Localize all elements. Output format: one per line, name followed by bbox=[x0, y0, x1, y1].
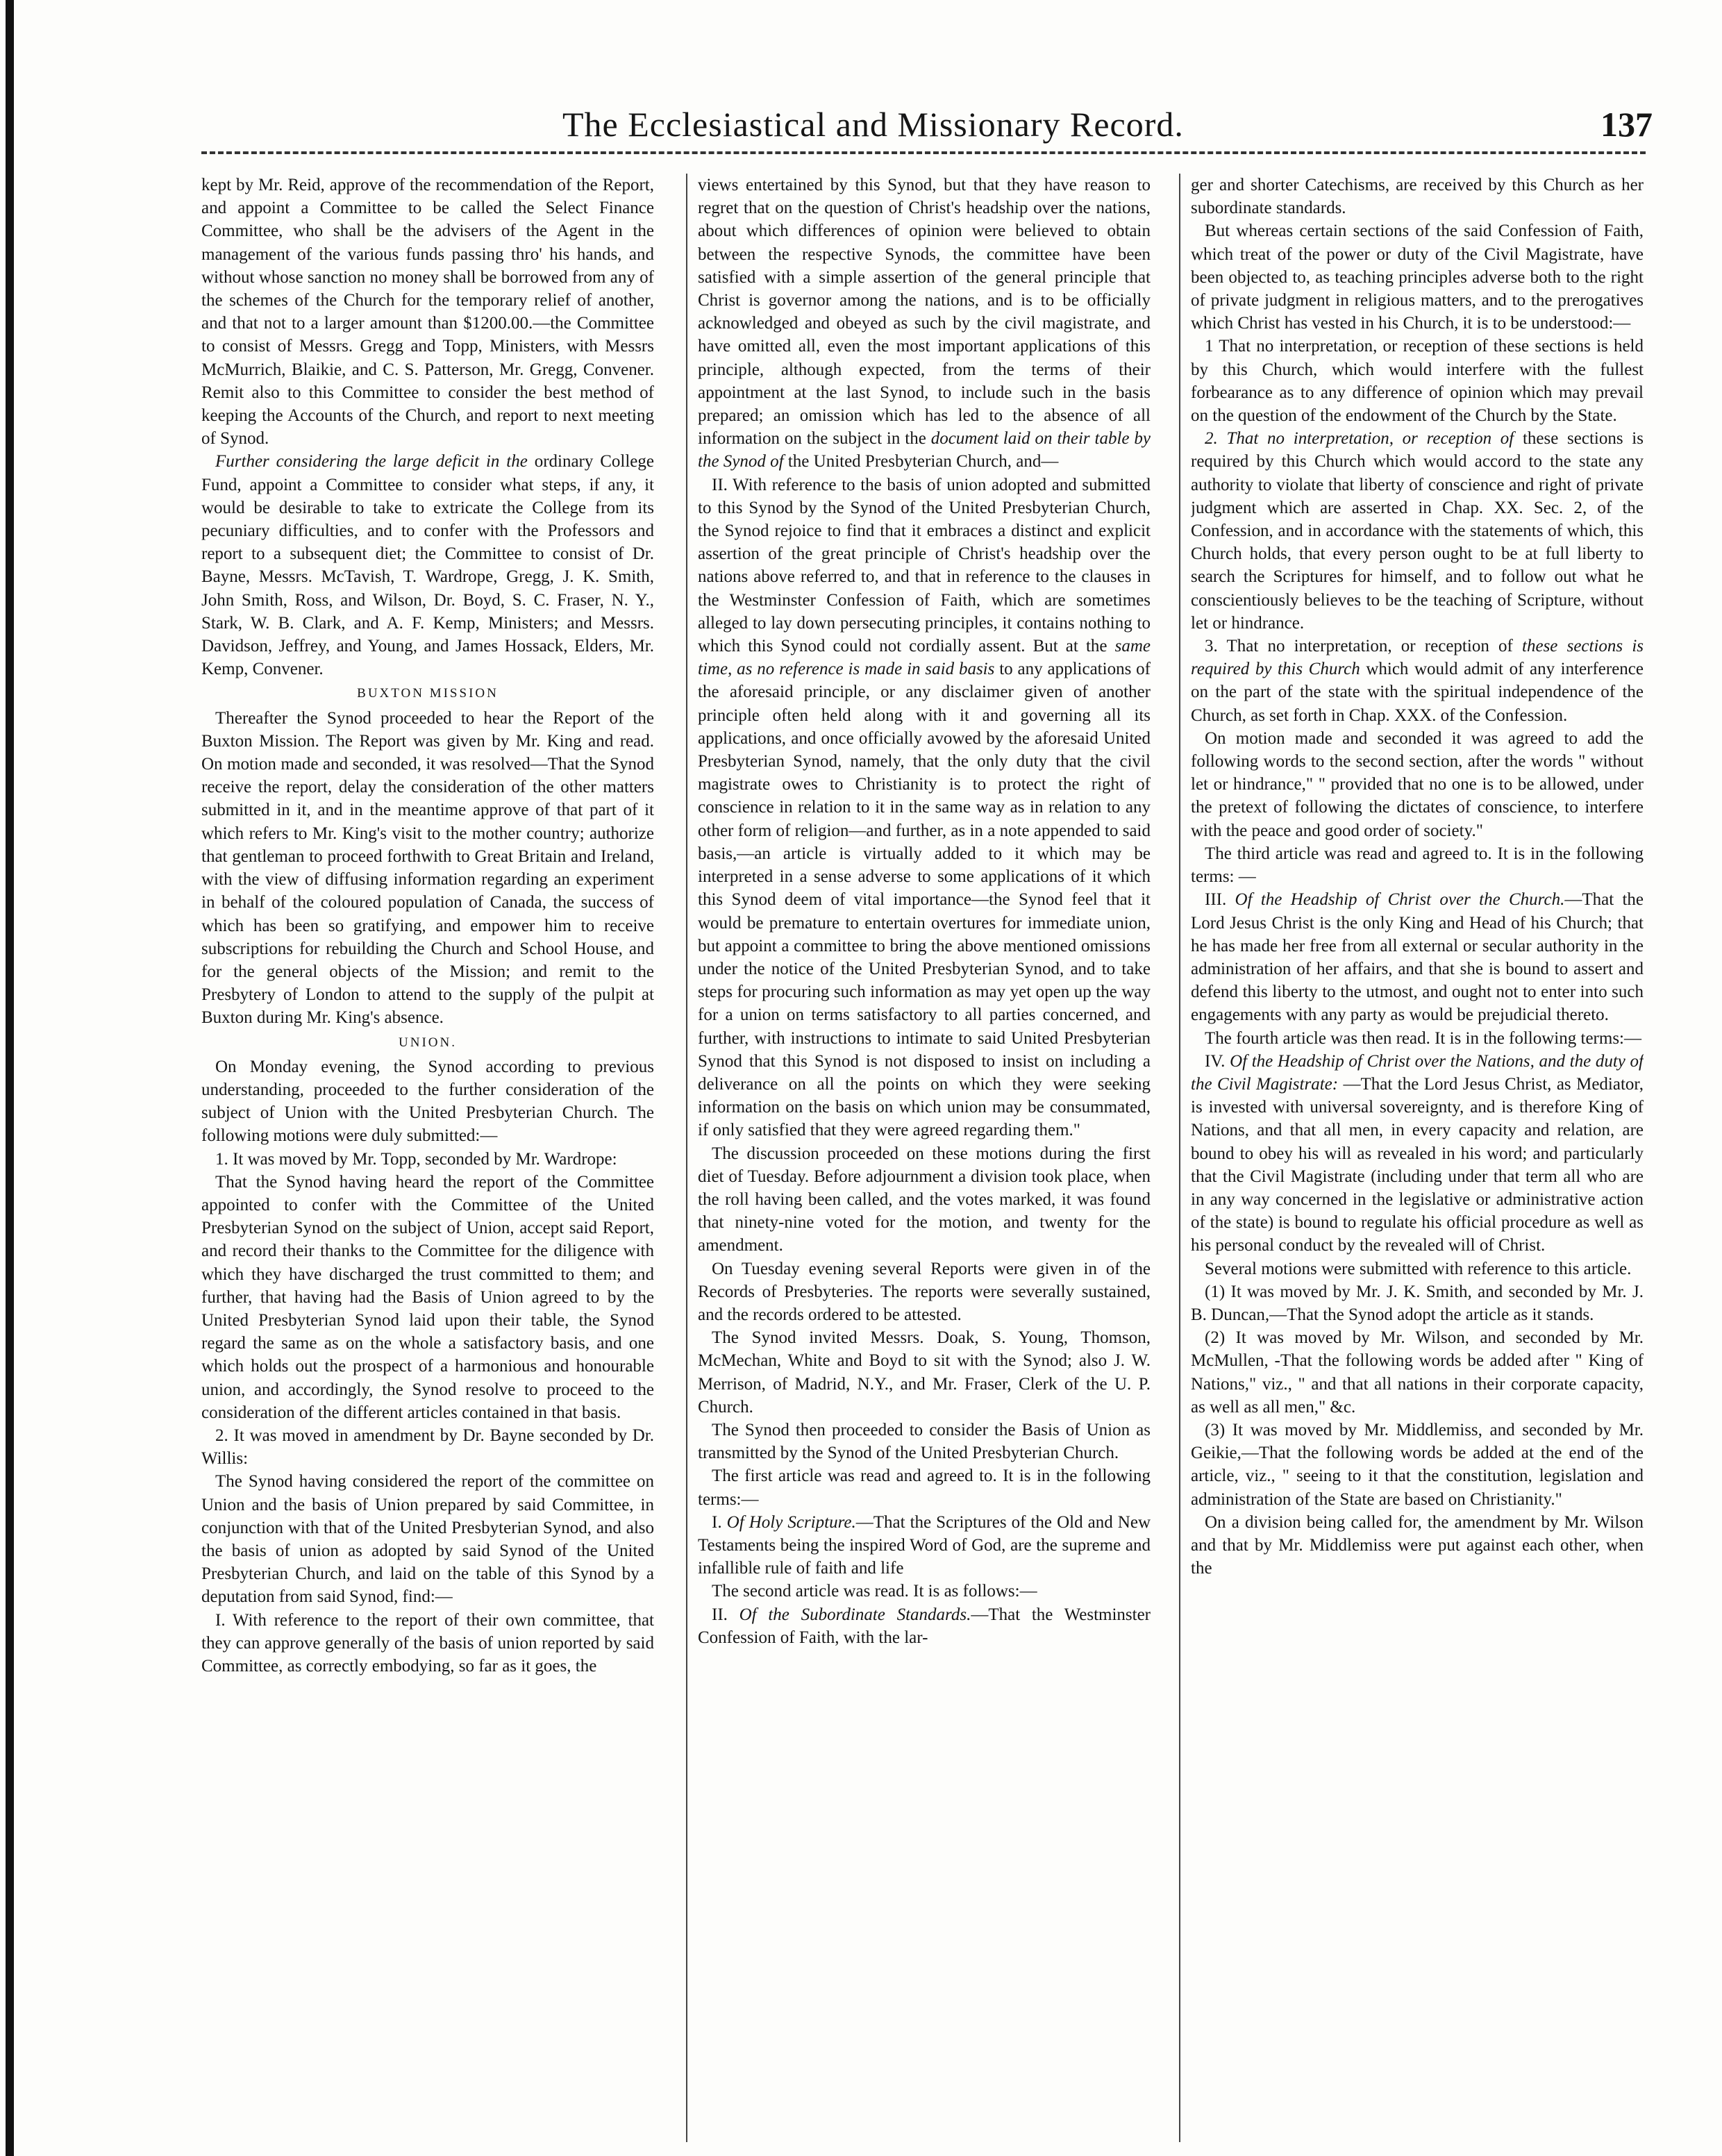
italic-text: Further considering the large deficit in the bbox=[215, 452, 528, 471]
paragraph: The Synod then proceeded to consider the Basis of Union as transmitted by the Synod of the United Presbyterian Church. bbox=[698, 1420, 1151, 1463]
italic-text: Of the Headship of Christ over the Church. bbox=[1235, 890, 1565, 910]
paragraph: ger and shorter Catechisms, are received by this Church as her subordinate standards. bbox=[1191, 176, 1644, 218]
paragraph bbox=[698, 174, 1151, 474]
paragraph bbox=[698, 1511, 1151, 1580]
text: 3. That no interpretation, or reception of bbox=[1205, 637, 1523, 656]
italic-text: Of Holy Scripture. bbox=[726, 1512, 856, 1532]
paragraph: Several motions were submitted with reference to this article. bbox=[1205, 1259, 1632, 1278]
paragraph: The second article was read. It is as follows:— bbox=[712, 1582, 1037, 1601]
paragraph: 1. It was moved by Mr. Topp, seconded by Mr. Wardrope: bbox=[215, 1149, 617, 1169]
header-rule bbox=[201, 151, 1646, 154]
text: IV. bbox=[1205, 1051, 1230, 1071]
text: which would admit of any interference on the part of the state with the spiritual independence of the Church, as set forth in Chap. XXX. of the Confession. bbox=[1191, 660, 1644, 725]
text: I. bbox=[712, 1512, 727, 1532]
paragraph bbox=[1191, 1050, 1644, 1257]
text: to any applications of the aforesaid principle, or any disclaimer given of another principle often held along with it and governing all its applications, and once officially avowed by the aforesaid United Presbyterian Synod, namely, that the only duty that the civil magistrate owes to Christianity is to protect the right of conscience in relation to it in the same way as in relation to any other form of religion—and further, as in a note appended to said basis,—an article is virtually added to it which may be interpreted in a sense adverse to some applications of it which this Synod deem of vital importance—the Synod feel that it would be premature to entertain overtures for immediate union, but appoint a committee to bring the above mentioned omissions under the notice of the United Presbyterian Synod, and to take steps for procuring such information as may yet open up the way for a union on terms satisfactory to all parties concerned, and further, with instructions to intimate to said United Presbyterian Synod that this Synod is not disposed to insist on including a deliverance on all the points on which they were seeking information on the basis on which union may be consummated, if only satisfied that they were agreed regarding them." bbox=[698, 660, 1151, 1140]
paragraph: (3) It was moved by Mr. Middlemiss, and seconded by Mr. Geikie,—That the following words be added at the end of the article, viz., " seeing to it that the constitution, legislation and administration of the State are based on Christianity." bbox=[1191, 1420, 1644, 1509]
paragraph: The Synod having considered the report of the committee on Union and the basis of Union prepared by said Committee, in conjunction with that of the United Presbyterian Synod, and also the basis of union as adopted by said Synod of the United Presbyterian Church, and laid on the table of this Synod by a deputation from said Synod, find:— bbox=[201, 1472, 654, 1607]
paragraph bbox=[1191, 427, 1644, 635]
paragraph: (1) It was moved by Mr. J. K. Smith, and seconded by Mr. J. B. Duncan,—That the Synod adopt the article as it stands. bbox=[1191, 1282, 1644, 1324]
paragraph: On Tuesday evening several Reports were given in of the Records of Presbyteries. The reports were severally sustained, and the records ordered to be attested. bbox=[698, 1259, 1151, 1324]
paragraph bbox=[201, 450, 654, 680]
paragraph: (2) It was moved by Mr. Wilson, and seconded by Mr. McMullen, -That the following words be added after " King of Nations," viz., " and that all nations in their corporate capacity, as well as all men," &c. bbox=[1191, 1328, 1644, 1417]
italic-text: document laid on their table by the Synod of bbox=[698, 429, 1151, 471]
paragraph: 1 That no interpretation, or reception of these sections is held by this Church, which would interfere with the fullest forbearance as to any difference of opinion which may prevail on the question of the endowment of the Church by the State. bbox=[1191, 337, 1644, 426]
section-heading-union: UNION. bbox=[399, 1035, 457, 1050]
column-3 bbox=[1191, 174, 1644, 2142]
column-divider bbox=[1179, 174, 1180, 2142]
text: —That the Westminster Confession of Faith, with the lar- bbox=[698, 1605, 1151, 1647]
text: ordinary College Fund, appoint a Committee to consider what steps, if any, it would be desirable to take to extricate the College from its pecuniary difficulties, and to confer with the Professors and report to a subsequent diet; the Committee to consist of Dr. Bayne, Messrs. McTavish, T. Wardrope, Gregg, J. K. Smith, John Smith, Ross, and Wilson, Dr. Boyd, S. C. Fraser, N. Y., Stark, W. B. Clark, and A. F. Kemp, Ministers; and Messrs. Davidson, Jeffrey, and Young, and James Hossack, Elders, Mr. Kemp, Convener. bbox=[201, 452, 654, 679]
paragraph bbox=[698, 1603, 1151, 1649]
paragraph: On Monday evening, the Synod according to previous understanding, proceeded to the further consideration of the subject of Union with the United Presbyterian Church. The following motions were duly submitted:— bbox=[201, 1057, 654, 1146]
paragraph: The third article was read and agreed to. It is in the following terms: — bbox=[1191, 844, 1644, 887]
text: —That the Lord Jesus Christ is the only King and Head of his Church; that he has made her free from all external or secular authority in the administration of her affairs, and that she is bound to assert and defend this liberty to the utmost, and ought not to enter into such engagements with any party as would be prejudicial thereto. bbox=[1191, 890, 1644, 1025]
text: the United Presbyterian Church, and— bbox=[783, 452, 1059, 471]
italic-text: Of the Headship of Christ over the Nations, and the duty of the Civil Magistrate: bbox=[1191, 1051, 1644, 1094]
paragraph: On motion made and seconded it was agreed to add the following words to the second section, after the words " without let or hindrance," " provided that no one is to be allowed, under the pretext of following the dictates of conscience, to interfere with the peace and good order of society." bbox=[1191, 728, 1644, 840]
text: —That the Lord Jesus Christ, as Mediator, is invested with universal sovereignty, and is therefore King of Nations, and that all men, in every capacity and relation, are bound to obey his will as revealed in his word; and particularly that the Civil Magistrate (including under that term all who are in any way concerned in the legislative or administrative action of the state) is bound to regulate his official procedure as well as his personal conduct by the revealed will of Christ. bbox=[1191, 1074, 1644, 1255]
text: views entertained by this Synod, but that they have reason to regret that on the question of Christ's headship over the nations, about which differences of opinion were believed to obtain between the respective Synods, the committee have been satisfied with a simple assertion of the general principle that Christ is governor among the nations, and is to be officially acknowledged and obeyed as such by the civil magistrate, and have omitted all, even the most important applications of this principle, although expected, from the terms of their appointment at the last Synod, to include such in the basis prepared; an omission which has led to the absence of all information on the subject in the bbox=[698, 176, 1151, 449]
paragraph bbox=[1191, 888, 1644, 1026]
paragraph: That the Synod having heard the report of the Committee appointed to confer with the Committee of the United Presbyterian Synod on the subject of Union, accept said Report, and record their thanks to the Committee for the diligence with which they have discharged the trust committed to them; and further, that having had the Basis of Union agreed to by the United Presbyterian Synod laid upon their table, the Synod regard the same as on the whole a satisfactory basis, and one which holds out the prospect of a harmonious and honourable union, and accordingly, the Synod resolve to proceed to the consideration of the different articles contained in that basis. bbox=[201, 1172, 654, 1422]
text: II. With reference to the basis of union adopted and submitted to this Synod by the Synod of the United Presbyterian Church, the Synod rejoice to find that it embraces a distinct and explicit assertion of the great principle of Christ's headship over the nations above referred to, and that in reference to the clauses in the Westminster Confession of Faith, which are sometimes alleged to lay down persecuting principles, it contains nothing to which this Synod could not cordially assent. But at the bbox=[698, 475, 1151, 656]
paragraph bbox=[698, 474, 1151, 1142]
paragraph: The fourth article was then read. It is in the following terms:— bbox=[1205, 1028, 1641, 1048]
italic-text: these sections is required by this Church bbox=[1191, 637, 1644, 679]
column-2 bbox=[698, 174, 1151, 2142]
text: —That the Scriptures of the Old and New Testaments being the inspired Word of God, are the supreme and infallible rule of faith and life bbox=[698, 1512, 1151, 1578]
italic-text: 2. That no interpretation, or reception of bbox=[1205, 429, 1514, 449]
paragraph: 2. It was moved in amendment by Dr. Bayne seconded by Dr. Willis: bbox=[201, 1426, 654, 1469]
italic-text: Of the Subordinate Standards. bbox=[739, 1605, 971, 1624]
section-heading-buxton: BUXTON MISSION bbox=[357, 686, 499, 701]
text: III. bbox=[1205, 890, 1235, 910]
scan-edge-bar bbox=[6, 0, 14, 2156]
paragraph: The discussion proceeded on these motions during the first diet of Tuesday. Before adjournment a division took place, when the roll having been called, and the votes marked, it was found that ninety-nine voted for the motion, and twenty for the amendment. bbox=[698, 1144, 1151, 1255]
page-header bbox=[201, 104, 1660, 144]
page-number: 137 bbox=[1600, 105, 1653, 144]
paragraph: But whereas certain sections of the said Confession of Faith, which treat of the power or duty of the Civil Magistrate, have been objected to, as teaching principles adverse both to the right of private judgment in religious matters, and to the prerogatives which Christ has vested in his Church, it is to be understood:— bbox=[1191, 222, 1644, 333]
paragraph: I. With reference to the report of their own committee, that they can approve generally of the basis of union reported by said Committee, as correctly embodying, so far as it goes, the bbox=[201, 1610, 654, 1676]
paragraph: On a division being called for, the amendment by Mr. Wilson and that by Mr. Middlemiss were put against each other, when the bbox=[1191, 1512, 1644, 1578]
running-title: The Ecclesiastical and Missionary Record. bbox=[562, 105, 1184, 144]
paragraph: The Synod invited Messrs. Doak, S. Young, Thomson, McMechan, White and Boyd to sit with the Synod; also J. W. Merrison, of Madrid, N.Y., and Mr. Fraser, Clerk of the U. P. Church. bbox=[698, 1328, 1151, 1417]
column-1 bbox=[201, 174, 654, 2142]
paragraph: kept by Mr. Reid, approve of the recommendation of the Report, and appoint a Committee to be called the Select Finance Committee, who shall be the advisers of the Agent in the management of the various funds passing thro' his hands, and without whose sanction no money shall be borrowed from any of the schemes of the Church for the temporary relief of another, and that not to a larger amount than $1200.00.—the Committee to consist of Messrs. Gregg and Topp, Ministers, with Messrs McMurrich, Blaikie, and C. S. Patterson, Mr. Gregg, Convener. Remit also to this Committee to consider the best method of keeping the Accounts of the Church, and report to next meeting of Synod. bbox=[201, 176, 654, 449]
column-divider bbox=[686, 174, 687, 2142]
paragraph: The first article was read and agreed to. It is in the following terms:— bbox=[698, 1466, 1151, 1509]
text: these sections is required by this Church which would accord to the state any authority to violate that liberty of conscience and right of private judgment which are asserted in Chap. XX. Sec. 2, of the Confession, and in accordance with the statements of which, this Church holds, that every person ought to be at full liberty to search the Scriptures for himself, and to follow out what he conscientiously believes to be the teaching of Scripture, without let or hindrance. bbox=[1191, 429, 1644, 633]
paragraph: Thereafter the Synod proceeded to hear the Report of the Buxton Mission. The Report was given by Mr. King and read. On motion made and seconded, it was resolved—That the Synod receive the report, delay the consideration of the other matters submitted in it, and in the meantime approve of that part of it which refers to Mr. King's visit to the mother country; authorize that gentleman to proceed forthwith to Great Britain and Ireland, with the view of diffusing information regarding an experiment in behalf of the coloured population of Canada, the success of which has been so gratifying, and empower him to receive subscriptions for rebuilding the Church and School House, and for the general objects of the Mission; and remit to the Presbytery of London to attend to the supply of the pulpit at Buxton during Mr. King's absence. bbox=[201, 708, 654, 1028]
italic-text: same time, as no reference is made in said basis bbox=[698, 637, 1151, 679]
text: II. bbox=[712, 1605, 739, 1624]
paragraph bbox=[1191, 635, 1644, 727]
